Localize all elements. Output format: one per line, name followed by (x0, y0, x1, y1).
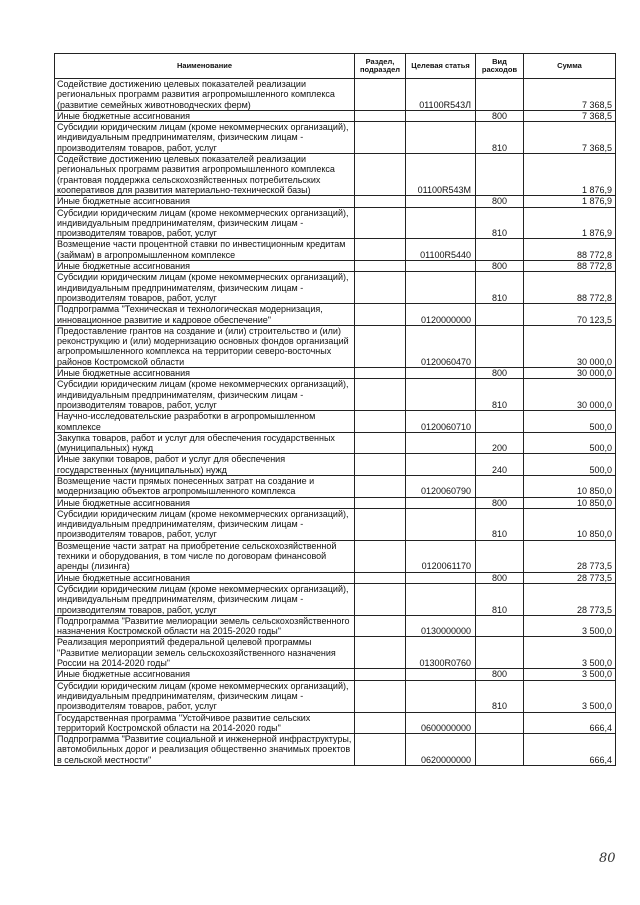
cell-razdel (355, 508, 406, 540)
cell-razdel (355, 122, 406, 154)
table-row (55, 475, 616, 497)
cell-summa: 88 772,8 (524, 239, 616, 261)
cell-name: Субсидии юридическим лицам (кроме некоммерческих организаций), индивидуальным предпринимателям, физическим лицам - производителям товаров, работ, услуг (55, 680, 355, 712)
cell-name: Возмещение части процентной ставки по инвестиционным кредитам (займам) в агропромышленном комплексе (55, 239, 355, 261)
cell-name: Подпрограмма "Техническая и технологическая модернизация, инновационное развитие и кадровое обеспечение" (55, 304, 355, 326)
cell-vid: 800 (476, 572, 524, 583)
cell-cel (406, 583, 476, 615)
cell-cel: 0120060790 (406, 475, 476, 497)
cell-vid (476, 540, 524, 572)
cell-summa: 3 500,0 (524, 615, 616, 637)
cell-cel: 01100R543Л (406, 79, 476, 111)
table-row (55, 196, 616, 207)
table-row (55, 540, 616, 572)
cell-summa: 10 850,0 (524, 497, 616, 508)
cell-razdel (355, 734, 406, 766)
cell-name: Научно-исследовательские разработки в агропромышленном комплексе (55, 411, 355, 433)
table-row (55, 680, 616, 712)
header-name: Наименование (55, 54, 355, 79)
header-cel: Целевая статья (406, 54, 476, 79)
cell-summa: 88 772,8 (524, 272, 616, 304)
cell-cel (406, 432, 476, 454)
cell-cel: 0120060710 (406, 411, 476, 433)
cell-razdel (355, 583, 406, 615)
table-row (55, 379, 616, 411)
cell-name: Субсидии юридическим лицам (кроме некоммерческих организаций), индивидуальным предпринимателям, физическим лицам - производителям товаров, работ, услуг (55, 122, 355, 154)
cell-summa: 500,0 (524, 432, 616, 454)
cell-cel (406, 669, 476, 680)
cell-summa: 30 000,0 (524, 379, 616, 411)
cell-cel: 0130000000 (406, 615, 476, 637)
cell-summa: 10 850,0 (524, 475, 616, 497)
cell-summa: 3 500,0 (524, 680, 616, 712)
cell-cel (406, 368, 476, 379)
cell-vid (476, 154, 524, 196)
table-row (55, 261, 616, 272)
table-row (55, 454, 616, 476)
cell-name: Предоставление грантов на создание и (или) строительство и (или) реконструкцию и (или) модернизацию основных фондов организаций агропромышленного комплекса на территории северо-восточных районов Костромской области (55, 325, 355, 367)
cell-summa: 500,0 (524, 454, 616, 476)
cell-summa: 10 850,0 (524, 508, 616, 540)
cell-razdel (355, 239, 406, 261)
cell-razdel (355, 207, 406, 239)
header-razdel: Раздел, подраздел (355, 54, 406, 79)
cell-vid (476, 712, 524, 734)
cell-vid: 240 (476, 454, 524, 476)
cell-name: Субсидии юридическим лицам (кроме некоммерческих организаций), индивидуальным предпринимателям, физическим лицам - производителям товаров, работ, услуг (55, 508, 355, 540)
cell-name: Субсидии юридическим лицам (кроме некоммерческих организаций), индивидуальным предпринимателям, физическим лицам - производителям товаров, работ, услуг (55, 583, 355, 615)
cell-name: Субсидии юридическим лицам (кроме некоммерческих организаций), индивидуальным предпринимателям, физическим лицам - производителям товаров, работ, услуг (55, 379, 355, 411)
table-row (55, 508, 616, 540)
cell-summa: 7 368,5 (524, 110, 616, 121)
cell-summa: 70 123,5 (524, 304, 616, 326)
cell-razdel (355, 110, 406, 121)
cell-cel: 0120061170 (406, 540, 476, 572)
cell-razdel (355, 411, 406, 433)
cell-razdel (355, 379, 406, 411)
table-row (55, 583, 616, 615)
table-row (55, 154, 616, 196)
cell-name: Субсидии юридическим лицам (кроме некоммерческих организаций), индивидуальным предпринимателям, физическим лицам - производителям товаров, работ, услуг (55, 272, 355, 304)
cell-name: Иные бюджетные ассигнования (55, 196, 355, 207)
budget-table-page (54, 53, 615, 766)
cell-vid (476, 325, 524, 367)
cell-cel (406, 196, 476, 207)
table-row (55, 325, 616, 367)
cell-vid (476, 734, 524, 766)
cell-razdel (355, 680, 406, 712)
table-row (55, 79, 616, 111)
cell-summa: 28 773,5 (524, 572, 616, 583)
cell-razdel (355, 497, 406, 508)
cell-vid: 810 (476, 272, 524, 304)
cell-vid (476, 411, 524, 433)
cell-name: Содействие достижению целевых показателей реализации региональных программ развития агропромышленного комплекса (развитие семейных животноводческих ферм) (55, 79, 355, 111)
cell-summa: 30 000,0 (524, 368, 616, 379)
cell-razdel (355, 540, 406, 572)
cell-razdel (355, 154, 406, 196)
cell-summa: 666,4 (524, 734, 616, 766)
cell-summa: 1 876,9 (524, 154, 616, 196)
cell-cel (406, 508, 476, 540)
cell-razdel (355, 712, 406, 734)
cell-name: Иные закупки товаров, работ и услуг для обеспечения государственных (муниципальных) нужд (55, 454, 355, 476)
page-number: 80 (599, 851, 616, 866)
cell-name: Иные бюджетные ассигнования (55, 110, 355, 121)
budget-table (54, 53, 616, 766)
table-row (55, 712, 616, 734)
cell-name: Иные бюджетные ассигнования (55, 497, 355, 508)
table-row (55, 615, 616, 637)
cell-cel (406, 497, 476, 508)
cell-cel (406, 680, 476, 712)
cell-cel: 0120060470 (406, 325, 476, 367)
cell-cel: 01100R543M (406, 154, 476, 196)
table-row (55, 122, 616, 154)
table-row (55, 304, 616, 326)
cell-vid: 800 (476, 110, 524, 121)
cell-razdel (355, 432, 406, 454)
cell-razdel (355, 615, 406, 637)
cell-cel: 0120000000 (406, 304, 476, 326)
cell-name: Субсидии юридическим лицам (кроме некоммерческих организаций), индивидуальным предпринимателям, физическим лицам - производителям товаров, работ, услуг (55, 207, 355, 239)
table-row (55, 669, 616, 680)
cell-name: Реализация мероприятий федеральной целевой программы "Развитие мелиорации земель сельскохозяйственного назначения России на 2014-2020 годы" (55, 637, 355, 669)
cell-summa: 30 000,0 (524, 325, 616, 367)
cell-cel (406, 272, 476, 304)
cell-name: Возмещение части затрат на приобретение сельскохозяйственной техники и оборудования, в том числе по договорам финансовой аренды (лизинга) (55, 540, 355, 572)
table-row (55, 272, 616, 304)
cell-summa: 28 773,5 (524, 583, 616, 615)
table-row (55, 411, 616, 433)
cell-summa: 7 368,5 (524, 122, 616, 154)
cell-summa: 28 773,5 (524, 540, 616, 572)
cell-name: Иные бюджетные ассигнования (55, 669, 355, 680)
cell-name: Подпрограмма "Развитие социальной и инженерной инфраструктуры, автомобильных дорог и реализация общественно значимых проектов в сельской местности" (55, 734, 355, 766)
table-row (55, 239, 616, 261)
cell-cel: 01100R5440 (406, 239, 476, 261)
header-vid: Вид расходов (476, 54, 524, 79)
cell-cel: 0620000000 (406, 734, 476, 766)
cell-cel: 0600000000 (406, 712, 476, 734)
cell-razdel (355, 261, 406, 272)
table-row (55, 734, 616, 766)
cell-name: Содействие достижению целевых показателей реализации региональных программ развития агропромышленного комплекса (грантовая поддержка сельскохозяйственных потребительских кооперативов для развития материально-технической базы) (55, 154, 355, 196)
cell-vid: 810 (476, 508, 524, 540)
cell-razdel (355, 79, 406, 111)
table-row (55, 497, 616, 508)
table-row (55, 637, 616, 669)
cell-razdel (355, 454, 406, 476)
cell-summa: 3 500,0 (524, 669, 616, 680)
cell-vid (476, 475, 524, 497)
cell-razdel (355, 304, 406, 326)
cell-summa: 1 876,9 (524, 196, 616, 207)
cell-vid: 810 (476, 207, 524, 239)
cell-razdel (355, 325, 406, 367)
cell-name: Государственная программа "Устойчивое развитие сельских территорий Костромской области на 2014-2020 годы" (55, 712, 355, 734)
cell-vid: 800 (476, 497, 524, 508)
cell-vid: 200 (476, 432, 524, 454)
cell-cel (406, 207, 476, 239)
cell-vid: 810 (476, 379, 524, 411)
table-header-row (55, 54, 616, 79)
cell-summa: 1 876,9 (524, 207, 616, 239)
cell-vid (476, 637, 524, 669)
cell-name: Иные бюджетные ассигнования (55, 261, 355, 272)
cell-cel: 01300R0760 (406, 637, 476, 669)
cell-vid: 810 (476, 122, 524, 154)
cell-vid: 800 (476, 368, 524, 379)
cell-summa: 500,0 (524, 411, 616, 433)
cell-name: Возмещение части прямых понесенных затрат на создание и модернизацию объектов агропромышленного комплекса (55, 475, 355, 497)
cell-vid: 810 (476, 680, 524, 712)
table-row (55, 572, 616, 583)
cell-vid: 800 (476, 196, 524, 207)
cell-vid (476, 239, 524, 261)
cell-vid (476, 615, 524, 637)
cell-name: Подпрограмма "Развитие мелиорации земель сельскохозяйственного назначения Костромской области на 2015-2020 годы" (55, 615, 355, 637)
cell-razdel (355, 196, 406, 207)
cell-cel (406, 122, 476, 154)
cell-summa: 7 368,5 (524, 79, 616, 111)
cell-vid: 800 (476, 261, 524, 272)
table-row (55, 432, 616, 454)
cell-razdel (355, 368, 406, 379)
cell-name: Закупка товаров, работ и услуг для обеспечения государственных (муниципальных) нужд (55, 432, 355, 454)
cell-razdel (355, 669, 406, 680)
cell-cel (406, 379, 476, 411)
cell-cel (406, 572, 476, 583)
cell-razdel (355, 475, 406, 497)
cell-vid: 810 (476, 583, 524, 615)
table-body (55, 79, 616, 766)
cell-summa: 3 500,0 (524, 637, 616, 669)
table-row (55, 207, 616, 239)
cell-cel (406, 454, 476, 476)
cell-razdel (355, 572, 406, 583)
table-row (55, 368, 616, 379)
cell-name: Иные бюджетные ассигнования (55, 572, 355, 583)
cell-summa: 666,4 (524, 712, 616, 734)
header-summa: Сумма (524, 54, 616, 79)
cell-razdel (355, 637, 406, 669)
cell-cel (406, 261, 476, 272)
cell-vid: 800 (476, 669, 524, 680)
cell-vid (476, 304, 524, 326)
cell-summa: 88 772,8 (524, 261, 616, 272)
cell-vid (476, 79, 524, 111)
table-row (55, 110, 616, 121)
cell-cel (406, 110, 476, 121)
cell-name: Иные бюджетные ассигнования (55, 368, 355, 379)
cell-razdel (355, 272, 406, 304)
